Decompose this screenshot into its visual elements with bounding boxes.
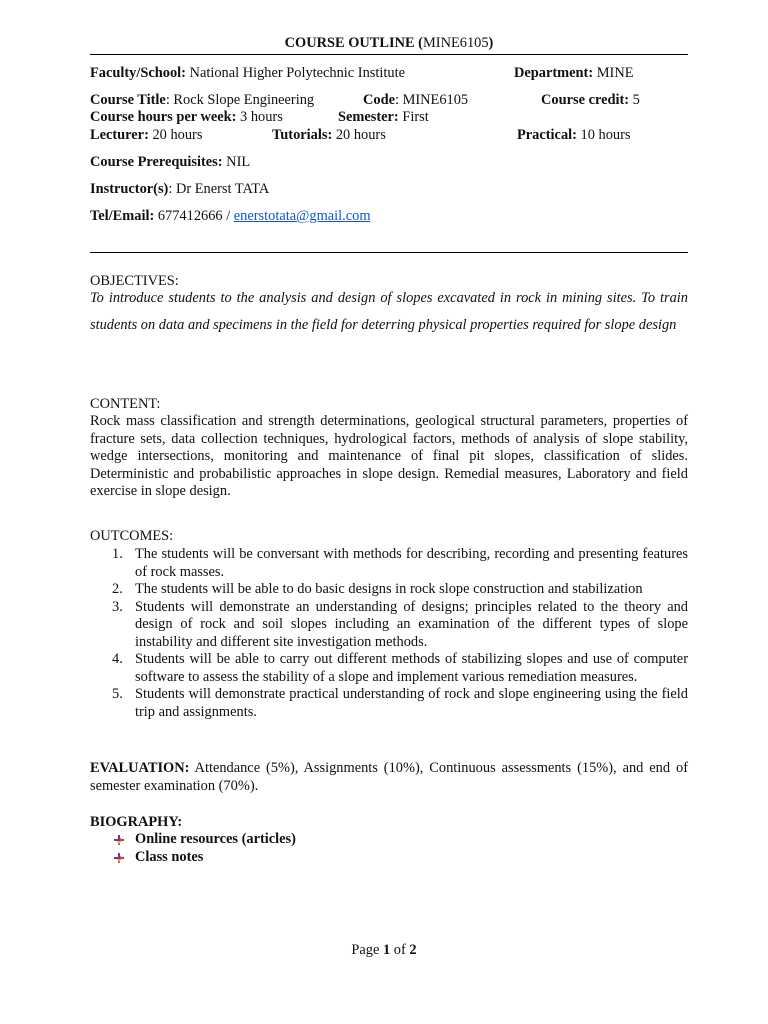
content-heading: CONTENT: (90, 396, 161, 412)
outcomes-heading: OUTCOMES: (90, 528, 174, 544)
objectives-text: To introduce students to the analysis and design of slopes excavated in rock in mining sites. To train students on data and specimens in the field for deterring physical properties required for slope design (90, 290, 688, 333)
contact-field: Tel/Email: 677412666 / enerstotata@gmail.com (90, 208, 371, 224)
course-title-field: Course Title: Rock Slope Engineering (90, 92, 315, 108)
course-credit-field: Course credit: 5 (541, 92, 640, 108)
content-text: Rock mass classification and strength determinations, geological structural parameters, properties of fracture sets, data collection techniques, hydrological factors, methods of analysis of slope stability, wedge intersections, monitoring and maintenance of final pit slopes, classification of slides. Deterministic and probabilistic approaches in slope design. Remedial measures, Laboratory and field exercise in slope design. (90, 413, 688, 499)
practical-field: Practical: 10 hours (517, 127, 631, 143)
faculty-field: Faculty/School: National Higher Polytechnic Institute (90, 65, 405, 81)
tutorials-field: Tutorials: 20 hours (272, 127, 386, 143)
code-field: Code: MINE6105 (363, 92, 469, 108)
instructor-field: Instructor(s): Dr Enerst TATA (90, 181, 270, 197)
lecturer-field: Lecturer: 20 hours (90, 127, 203, 143)
list-item: 1. The students will be conversant with methods for describing, recording and presenting features of rock masses. (112, 546, 688, 580)
arrow-bullet-icon (113, 834, 125, 846)
biography-heading: BIOGRAPHY: (90, 814, 183, 830)
prerequisites-field: Course Prerequisites: NIL (90, 154, 251, 170)
section-divider (90, 252, 688, 253)
department-field: Department: MINE (514, 65, 634, 81)
list-item: Online resources (articles) (90, 831, 688, 849)
page-number: Page 1 of 2 (351, 942, 417, 958)
outcomes-list (90, 546, 688, 721)
list-item: Class notes (90, 849, 688, 867)
email-link[interactable]: enerstotata@gmail.com (233, 208, 371, 224)
list-item: 4. Students will be able to carry out different methods of stabilizing slopes and use of computer software to assess the stability of a slope and implement various remediation measures. (112, 651, 688, 685)
arrow-bullet-icon (113, 852, 125, 864)
list-item: 5. Students will demonstrate practical understanding of rock and slope engineering using the field trip and assignments. (112, 686, 688, 720)
biography-list (90, 831, 688, 867)
page-title: COURSE OUTLINE (MINE6105) (284, 35, 494, 51)
list-item: 3. Students will demonstrate an understanding of designs; principles related to the theory and design of rock and soil slopes including an examination of the different types of slope instability and different site investigation methods. (112, 598, 688, 650)
objectives-heading: OBJECTIVES: (90, 273, 179, 289)
header-rule (90, 54, 688, 55)
list-item: 2. The students will be able to do basic designs in rock slope construction and stabilization (112, 581, 643, 597)
semester-field: Semester: First (338, 109, 429, 125)
evaluation-text: EVALUATION: Attendance (5%), Assignments (10%), Continuous assessments (15%), and end of semester examination (70%). (90, 760, 688, 794)
hours-field: Course hours per week: 3 hours (90, 109, 283, 125)
